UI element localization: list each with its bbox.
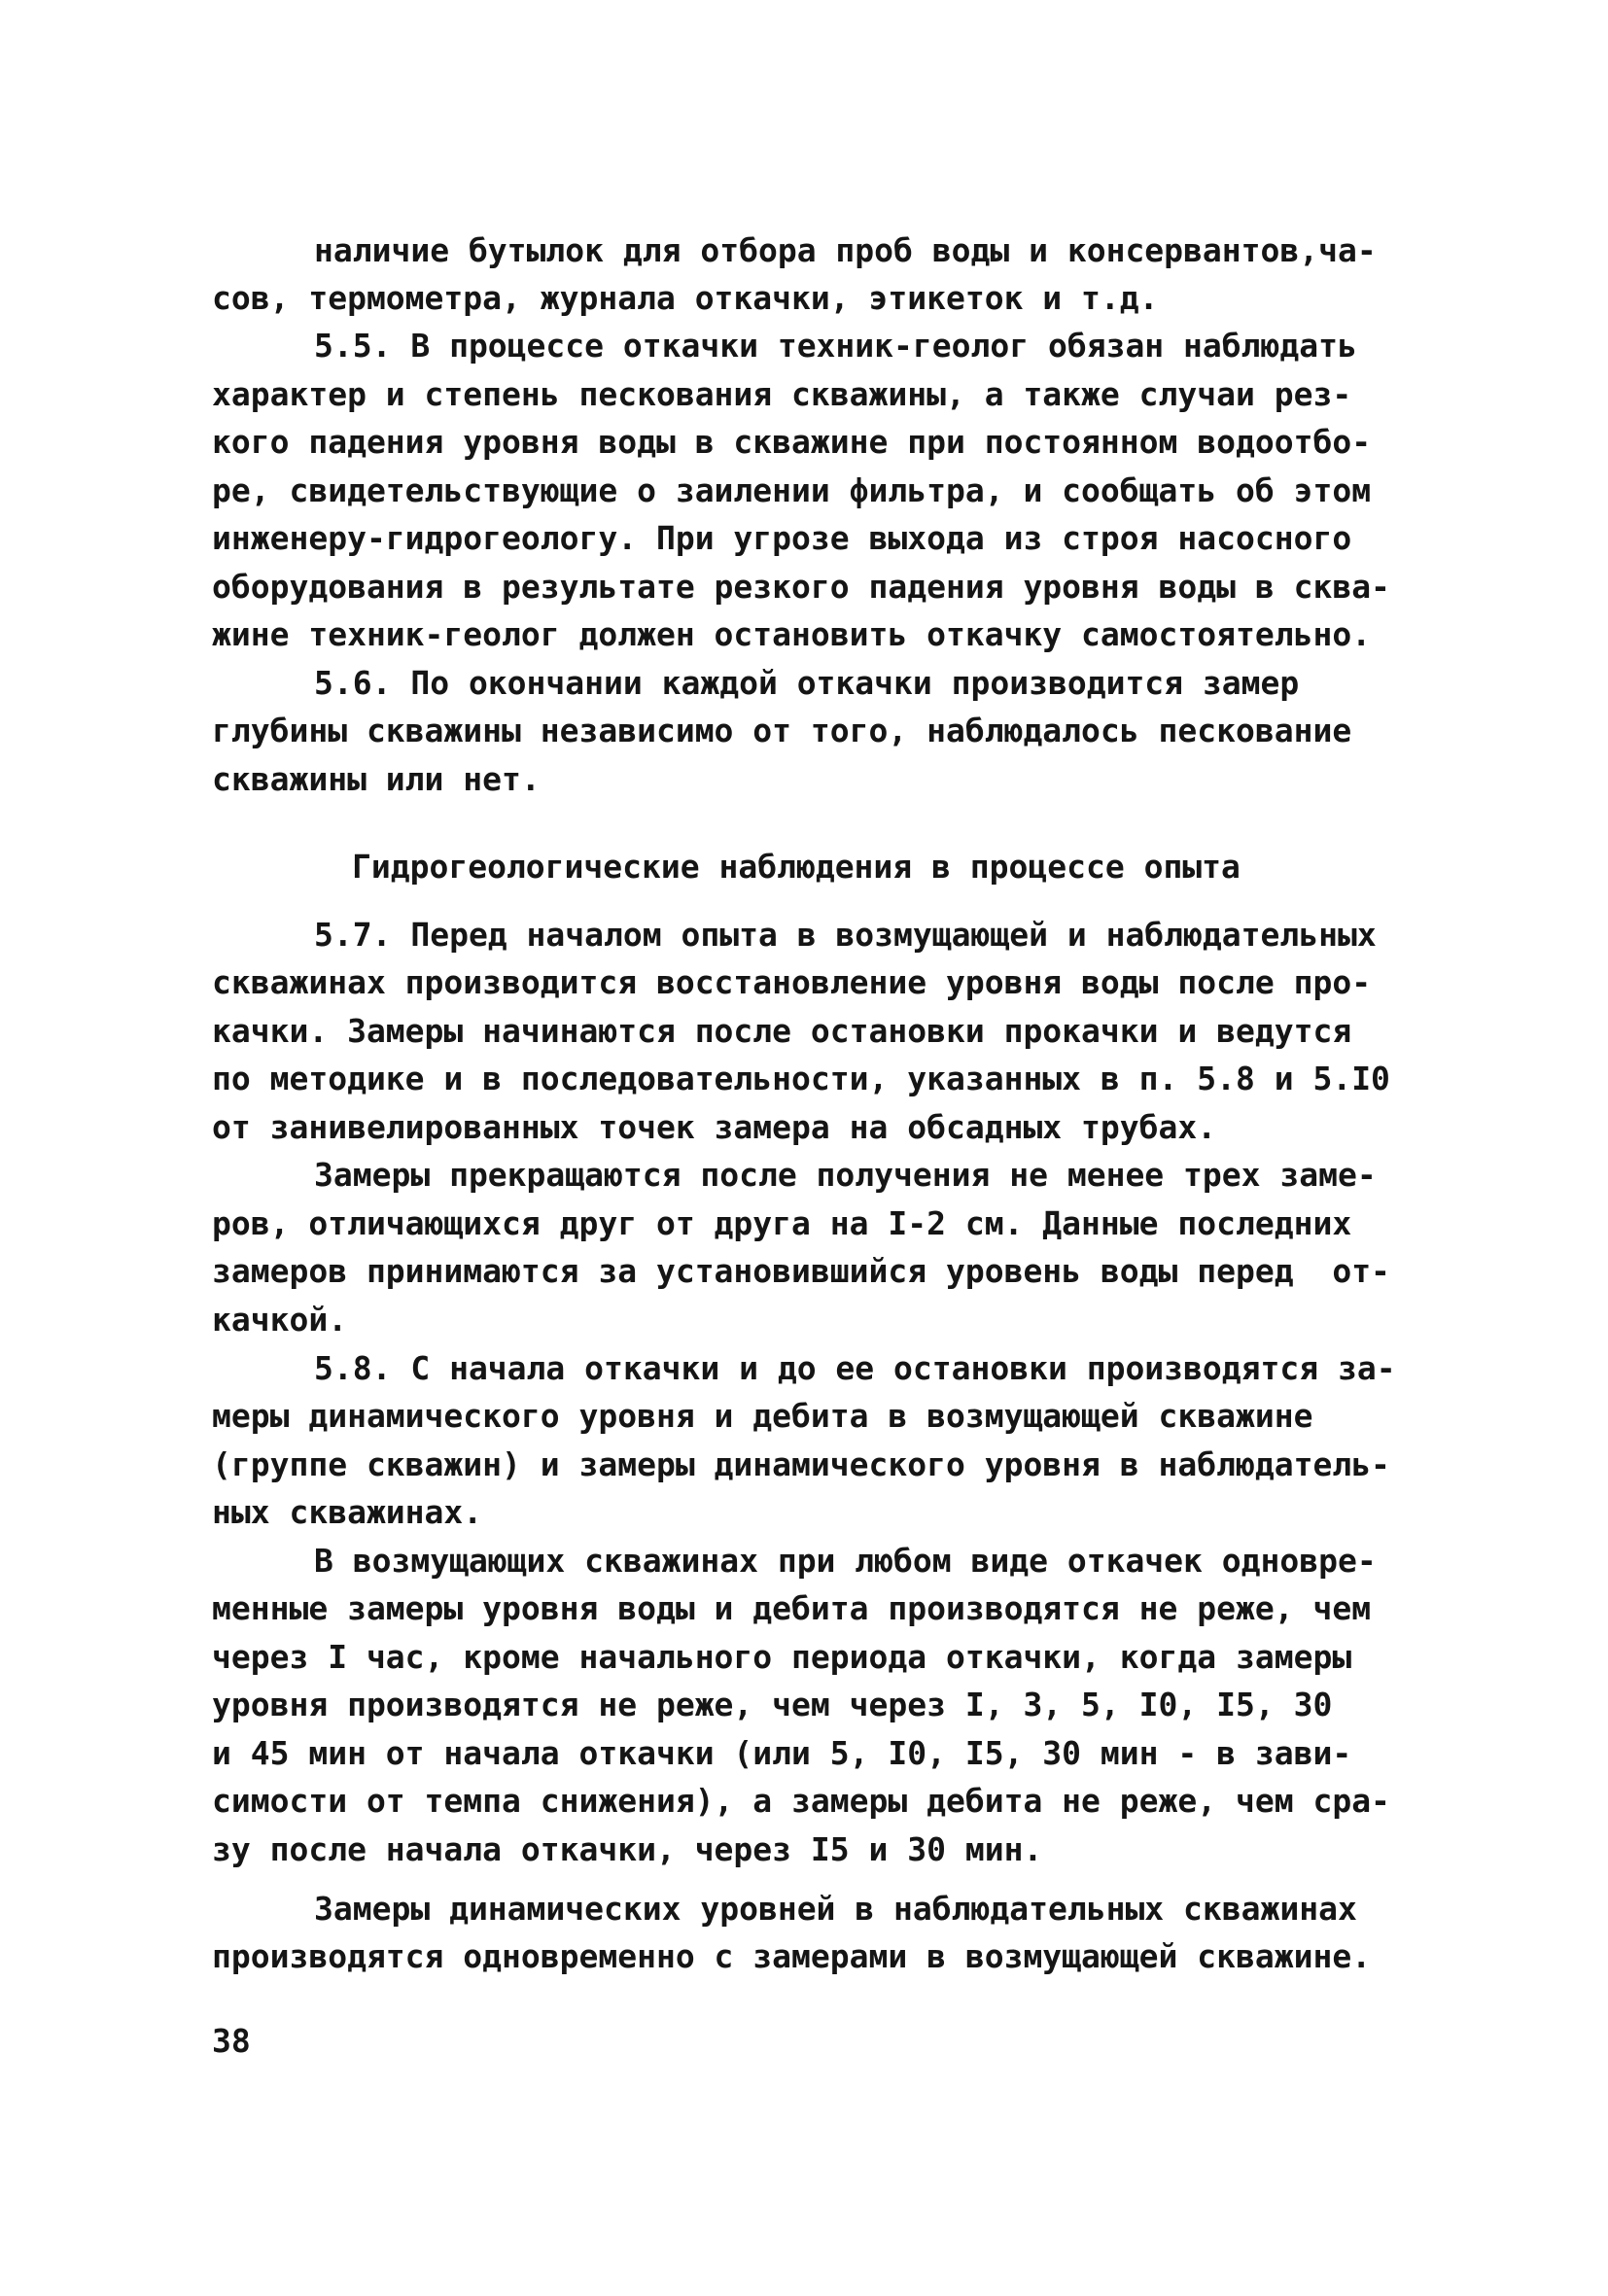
text-line: качкой.	[212, 1301, 348, 1339]
text-line: 5.6. По окончании каждой откачки производится замер	[314, 664, 1300, 702]
text-line: меры динамического уровня и дебита в возмущающей скважине	[212, 1397, 1313, 1435]
text-line: через I час, кроме начального периода откачки, когда замеры	[212, 1638, 1352, 1676]
text-line: ных скважинах.	[212, 1493, 483, 1531]
text-line: 5.8. С начала откачки и до ее остановки производятся за-	[314, 1349, 1396, 1387]
text-line: Замеры прекращаются после получения не менее трех заме-	[314, 1156, 1377, 1194]
text-line: симости от темпа снижения), а замеры дебита не реже, чем сра-	[212, 1782, 1390, 1820]
text-line: скважинах производится восстановление уровня воды после про-	[212, 963, 1372, 1001]
text-line: замеров принимаются за установившийся уровень воды перед от-	[212, 1252, 1390, 1290]
text-line: и 45 мин от начала откачки (или 5, I0, I5, 30 мин - в зави-	[212, 1734, 1352, 1772]
text-line: производятся одновременно с замерами в возмущающей скважине.	[212, 1937, 1372, 1975]
text-line: качки. Замеры начинаются после остановки прокачки и ведутся	[212, 1012, 1352, 1050]
text-line: ре, свидетельствующие о заилении фильтра, и сообщать об этом	[212, 471, 1372, 509]
text-line: глубины скважины независимо от того, наблюдалось пескование	[212, 712, 1352, 749]
text-line: ров, отличающихся друг от друга на I-2 см. Данные последних	[212, 1204, 1352, 1242]
text-line: по методике и в последовательности, указанных в п. 5.8 и 5.I0	[212, 1060, 1390, 1097]
text-line: менные замеры уровня воды и дебита производятся не реже, чем	[212, 1589, 1372, 1627]
text-line: (группе скважин) и замеры динамического уровня в наблюдатель-	[212, 1445, 1390, 1483]
text-line: от занивелированных точек замера на обсадных трубах.	[212, 1108, 1217, 1146]
page-number: 38	[212, 2022, 251, 2060]
text-line: уровня производятся не реже, чем через I, 3, 5, I0, I5, 30	[212, 1686, 1333, 1723]
text-line: наличие бутылок для отбора проб воды и консервантов,ча-	[314, 231, 1377, 269]
text-line: инженеру-гидрогеологу. При угрозе выхода из строя насосного	[212, 519, 1352, 557]
section-heading: Гидрогеологические наблюдения в процессе опыта	[352, 848, 1241, 886]
text-line: характер и степень пескования скважины, а также случаи рез-	[212, 375, 1352, 413]
text-line: оборудования в результате резкого падения уровня воды в сква-	[212, 568, 1390, 606]
text-line: В возмущающих скважинах при любом виде откачек одновре-	[314, 1542, 1377, 1580]
text-line: 5.7. Перед началом опыта в возмущающей и наблюдательных	[314, 916, 1377, 954]
text-line: 5.5. В процессе откачки техник-геолог обязан наблюдать	[314, 327, 1357, 365]
text-line: кого падения уровня воды в скважине при постоянном водоотбо-	[212, 423, 1372, 461]
text-line: Замеры динамических уровней в наблюдательных скважинах	[314, 1890, 1357, 1928]
text-line: зу после начала откачки, через I5 и 30 мин.	[212, 1830, 1043, 1868]
text-line: сов, термометра, журнала откачки, этикеток и т.д.	[212, 279, 1159, 317]
text-line: скважины или нет.	[212, 760, 541, 798]
text-line: жине техник-геолог должен остановить откачку самостоятельно.	[212, 615, 1372, 653]
